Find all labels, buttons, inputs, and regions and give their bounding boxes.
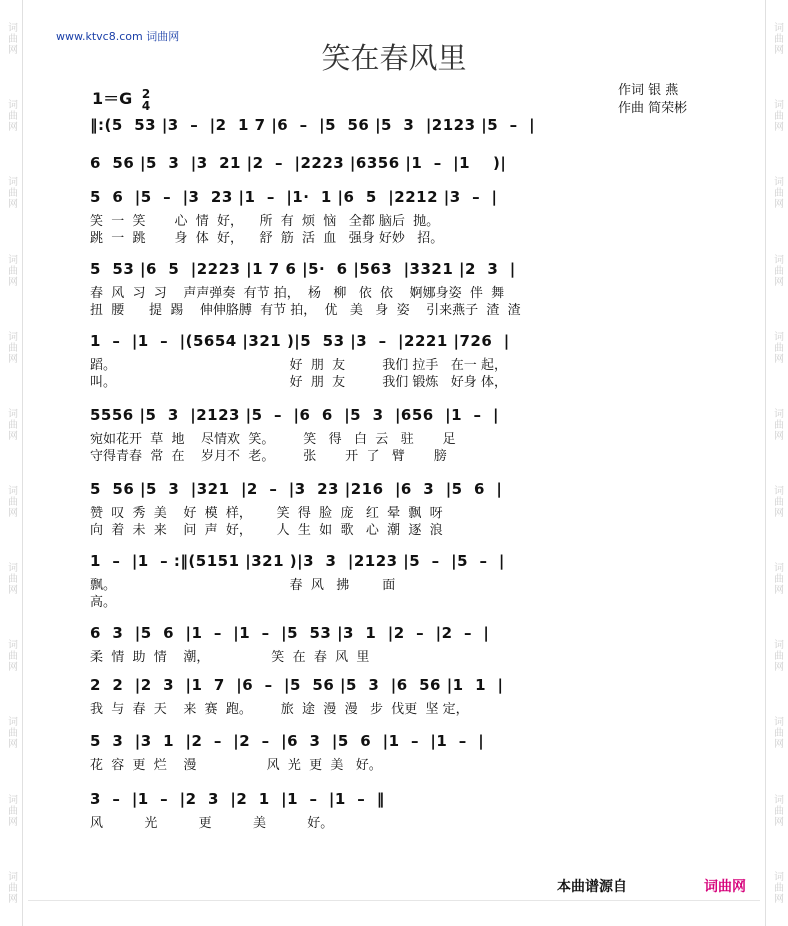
score-row [90, 552, 720, 608]
lyric-text: 风 光 更 美 好。 [90, 816, 334, 831]
lyric-text: 赞 叹 秀 美 好 模 样， 笑 得 脸 庞 红 晕 飘 呀 [90, 506, 443, 521]
watermark-text: 词曲网 [771, 253, 783, 287]
score-row [90, 260, 720, 316]
lyric-text: 我 与 春 天 来 赛 跑。 旅 途 漫 漫 步 伐更 坚 定， [90, 702, 469, 717]
time-signature [142, 88, 150, 112]
watermark-text: 词曲网 [771, 793, 783, 827]
site-url[interactable]: www.ktvc8.com 词曲网 [56, 30, 180, 43]
lyric-text: 叫。 好 朋 友 我们 锻炼 好身 体， [90, 375, 507, 390]
watermark-text: 词曲网 [771, 22, 783, 56]
lyric-line [90, 282, 720, 299]
watermark-text: 词曲网 [5, 870, 17, 904]
lyric-text: 蹈。 好 朋 友 我们 拉手 在一 起， [90, 358, 507, 373]
lyric-text: 向 着 未 来 问 声 好， 人 生 如 歌 心 潮 逐 浪 [90, 523, 443, 538]
score-row [90, 116, 720, 138]
notation-line [90, 116, 720, 138]
notation-line [90, 154, 720, 176]
notation-text: 5 56 |5 3 |321 |2 – |3 23 |216 |6 3 |5 6 | [90, 480, 503, 498]
lyric-text: 春 风 习 习 声声弹奏 有节 拍， 杨 柳 依 依 婀娜身姿 伴 舞 [90, 286, 505, 301]
score-row [90, 406, 720, 462]
lyric-line [90, 698, 720, 715]
time-bottom: 4 [141, 98, 151, 113]
watermark-text: 词曲网 [771, 870, 783, 904]
lyric-line [90, 299, 720, 316]
watermark-text: 词曲网 [5, 330, 17, 364]
footer-divider [28, 900, 760, 901]
source-site-logo[interactable]: 词曲网 [704, 879, 746, 895]
lyric-line [90, 502, 720, 519]
lyric-text: 跳 一 跳 身 体 好， 舒 筋 活 血 强身 好妙 招。 [90, 231, 444, 246]
notation-line [90, 188, 720, 210]
time-top: 2 [141, 86, 151, 101]
lyric-line [90, 428, 720, 445]
lyric-line [90, 754, 720, 771]
notation-text: 2 2 |2 3 |1 7 |6 – |5 56 |5 3 |6 56 |1 1 | [90, 676, 504, 694]
score-row [90, 790, 720, 829]
notation-line [90, 552, 720, 574]
notation-text: 1 – |1 – |(5654 |321 )|5 53 |3 – |2221 |726 | [90, 332, 510, 350]
composer-credit: 作曲 简荣彬 [618, 101, 688, 116]
notation-line [90, 790, 720, 812]
notation-text: 5556 |5 3 |2123 |5 – |6 6 |5 3 |656 |1 – | [90, 406, 499, 424]
watermark-text: 词曲网 [5, 562, 17, 596]
watermark-text: 词曲网 [771, 99, 783, 133]
score-row [90, 624, 720, 663]
watermark-text: 词曲网 [5, 176, 17, 210]
watermark-text: 词曲网 [771, 562, 783, 596]
notation-line [90, 332, 720, 354]
lyric-line [90, 591, 720, 608]
notation-line [90, 480, 720, 502]
lyric-line [90, 210, 720, 227]
credits [618, 82, 687, 118]
lyric-line [90, 519, 720, 536]
score-row [90, 332, 720, 388]
watermark-text: 词曲网 [5, 485, 17, 519]
lyric-line [90, 354, 720, 371]
watermark-text: 词曲网 [5, 22, 17, 56]
score-row [90, 154, 720, 176]
right-watermark-strip [765, 0, 788, 926]
lyric-line [90, 445, 720, 462]
lyric-line [90, 574, 720, 591]
source-label: 本曲谱源自 [557, 879, 627, 895]
lyric-text: 花 容 更 烂 漫 风 光 更 美 好。 [90, 758, 382, 773]
notation-line [90, 676, 720, 698]
watermark-text: 词曲网 [771, 176, 783, 210]
notation-text: 5 6 |5 – |3 23 |1 – |1· 1 |6 5 |2212 |3 – | [90, 188, 498, 206]
watermark-text: 词曲网 [771, 407, 783, 441]
lyric-text: 扭 腰 提 踢 伸伸胳膊 有节 拍， 优 美 身 姿 引来燕子 渣 渣 [90, 303, 521, 318]
score-row [90, 188, 720, 244]
lyric-line [90, 812, 720, 829]
watermark-text: 词曲网 [771, 639, 783, 673]
notation-text: 3 – |1 – |2 3 |2 1 |1 – |1 – ‖ [90, 790, 385, 808]
watermark-text: 词曲网 [5, 793, 17, 827]
lyric-text: 飘。 春 风 拂 面 [90, 578, 396, 593]
watermark-text: 词曲网 [5, 99, 17, 133]
key-label: 1＝G [92, 89, 133, 108]
notation-line [90, 260, 720, 282]
lyric-text: 笑 一 笑 心 情 好， 所 有 烦 恼 全都 脑后 抛。 [90, 214, 440, 229]
watermark-text: 词曲网 [771, 485, 783, 519]
lyric-text: 宛如花开 草 地 尽情欢 笑。 笑 得 白 云 驻 足 [90, 432, 456, 447]
notation-text: 1 – |1 – :‖(5151 |321 )|3 3 |2123 |5 – |5 – | [90, 552, 505, 570]
notation-text: 5 53 |6 5 |2223 |1 7 6 |5· 6 |563 |3321 |2 3 | [90, 260, 516, 278]
lyricist-credit: 作词 银 燕 [618, 83, 679, 98]
notation-text: 5 3 |3 1 |2 – |2 – |6 3 |5 6 |1 – |1 – | [90, 732, 485, 750]
watermark-text: 词曲网 [5, 716, 17, 750]
watermark-text: 词曲网 [5, 253, 17, 287]
song-title: 笑在春风里 [321, 41, 467, 75]
score-row [90, 732, 720, 771]
left-watermark-strip [0, 0, 23, 926]
lyric-line [90, 227, 720, 244]
watermark-text: 词曲网 [771, 330, 783, 364]
lyric-line [90, 646, 720, 663]
notation-text: 6 56 |5 3 |3 21 |2 – |2223 |6356 |1 – |1 )| [90, 154, 507, 172]
notation-text: 6 3 |5 6 |1 – |1 – |5 53 |3 1 |2 – |2 – | [90, 624, 490, 642]
score-row [90, 480, 720, 536]
lyric-line [90, 371, 720, 388]
notation-line [90, 406, 720, 428]
lyric-text: 高。 [90, 595, 117, 610]
notation-line [90, 732, 720, 754]
notation-line [90, 624, 720, 646]
lyric-text: 柔 情 助 情 潮， 笑 在 春 风 里 [90, 650, 370, 665]
watermark-text: 词曲网 [5, 639, 17, 673]
watermark-text: 词曲网 [5, 407, 17, 441]
lyric-text: 守得青春 常 在 岁月不 老。 张 开 了 臂 膀 [90, 449, 447, 464]
notation-text: ‖:(5 53 |3 – |2 1 7 |6 – |5 56 |5 3 |2123 |5 – | [90, 116, 536, 134]
key-signature [92, 86, 150, 112]
watermark-text: 词曲网 [771, 716, 783, 750]
score-row [90, 676, 720, 715]
